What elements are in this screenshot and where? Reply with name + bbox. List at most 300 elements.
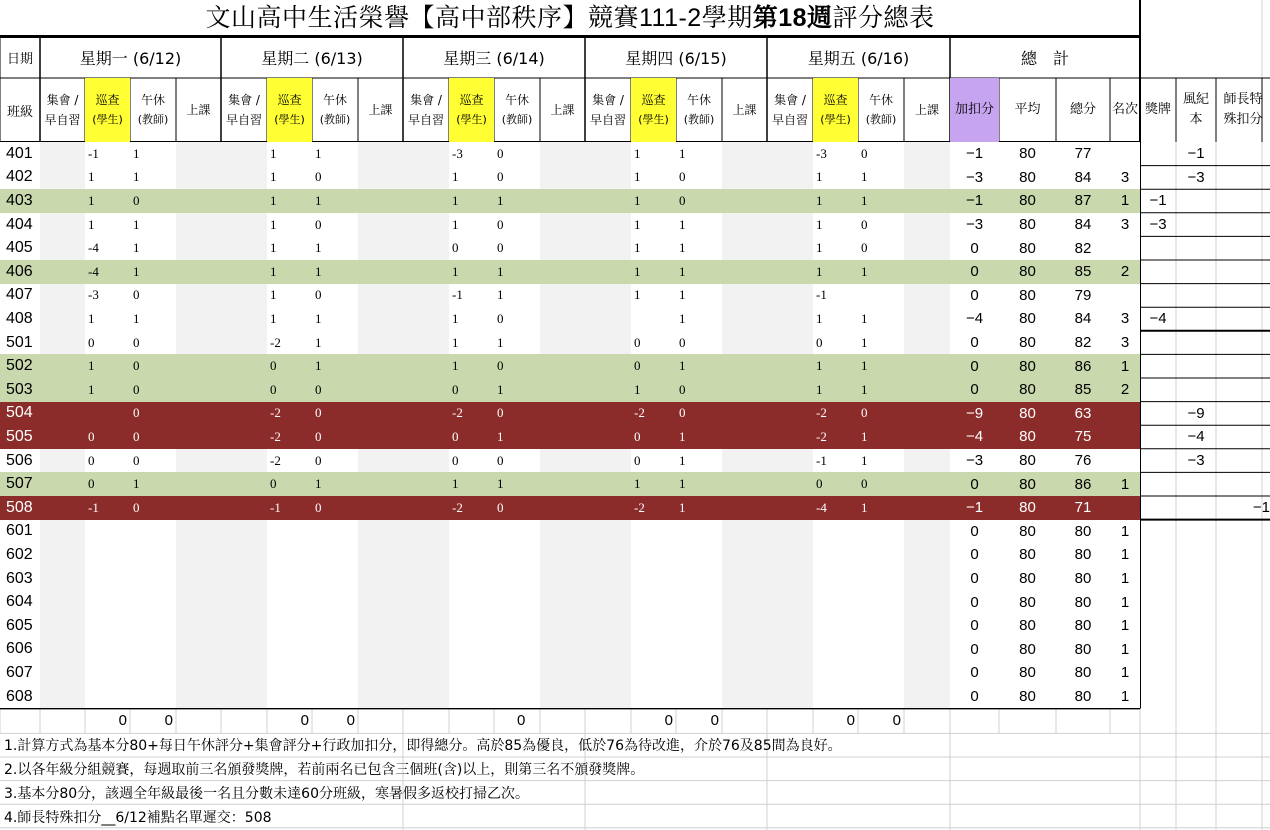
score-cell	[85, 590, 130, 614]
score-cell	[267, 543, 312, 567]
discipline-cell: −1	[1187, 145, 1205, 163]
score-cell	[722, 614, 767, 638]
score-cell	[403, 236, 449, 260]
avg-cell: 80	[999, 472, 1056, 496]
score-cell	[130, 661, 176, 685]
score-cell	[312, 685, 358, 709]
score-cell: 0	[676, 378, 722, 402]
date-label: 日期	[6, 51, 33, 67]
total-score-header: 總分	[1069, 102, 1096, 117]
teacher-cell	[1216, 472, 1270, 496]
avg-cell: 80	[999, 402, 1056, 426]
teacher-cell	[1216, 543, 1270, 567]
score-cell: 1	[312, 189, 358, 213]
score-cell	[585, 590, 631, 614]
award-cell	[1140, 685, 1176, 709]
score-cell: 1	[85, 189, 130, 213]
score-cell: 0	[449, 236, 494, 260]
score-cell	[540, 543, 585, 567]
score-cell: 0	[449, 425, 494, 449]
score-cell: 0	[494, 142, 540, 166]
score-cell	[585, 331, 631, 355]
score-cell: 0	[494, 213, 540, 237]
avg-header: 平均	[1014, 102, 1041, 117]
score-cell	[267, 638, 312, 662]
score-cell	[358, 661, 403, 685]
score-cell: -2	[631, 402, 676, 426]
discipline-cell	[1176, 638, 1216, 662]
score-cell	[858, 685, 904, 709]
score-cell	[40, 260, 85, 284]
bonus-cell: 0	[950, 520, 999, 544]
score-cell: 0	[631, 425, 676, 449]
score-cell	[403, 213, 449, 237]
score-cell	[221, 189, 267, 213]
nap-sum: 0	[892, 712, 901, 730]
patrol-sum	[449, 708, 494, 733]
score-cell	[767, 685, 813, 709]
score-cell	[449, 567, 494, 591]
teacher-cell	[1216, 425, 1270, 449]
score-cell	[631, 590, 676, 614]
score-cell: -3	[85, 284, 130, 308]
title-prefix: 文山高中生活榮譽【高中部秩序】競賽111-2學期	[205, 4, 753, 32]
score-cell: 0	[813, 472, 858, 496]
award-cell	[1140, 378, 1176, 402]
patrol-sum: 0	[300, 712, 309, 730]
score-cell: 0	[312, 425, 358, 449]
score-cell: 1	[676, 284, 722, 308]
score-cell: 1	[858, 496, 904, 520]
score-cell	[221, 520, 267, 544]
award-cell: −4	[1149, 310, 1167, 328]
bonus-cell: 0	[950, 567, 999, 591]
score-cell	[494, 520, 540, 544]
score-cell: 0	[312, 496, 358, 520]
score-cell: 0	[676, 331, 722, 355]
score-cell	[767, 166, 813, 190]
score-cell	[403, 331, 449, 355]
score-cell	[722, 590, 767, 614]
score-cell	[176, 402, 221, 426]
rank-cell: 1	[1110, 567, 1140, 591]
patrol-sum: 0	[118, 712, 127, 730]
class-cell: 604	[0, 590, 40, 614]
score-cell	[813, 543, 858, 567]
score-cell: 0	[631, 354, 676, 378]
teacher-cell	[1216, 520, 1270, 544]
score-cell	[403, 284, 449, 308]
score-cell	[722, 307, 767, 331]
teacher-cell	[1216, 354, 1270, 378]
class-cell: 503	[0, 378, 40, 402]
score-cell	[176, 590, 221, 614]
score-cell	[176, 472, 221, 496]
avg-cell: 80	[999, 543, 1056, 567]
score-cell	[358, 496, 403, 520]
score-cell: 1	[631, 236, 676, 260]
score-cell	[540, 425, 585, 449]
score-cell: -2	[631, 496, 676, 520]
score-cell	[767, 614, 813, 638]
score-cell	[176, 142, 221, 166]
total-score-cell: 80	[1056, 661, 1110, 685]
score-cell	[858, 543, 904, 567]
score-cell	[858, 614, 904, 638]
score-cell	[540, 496, 585, 520]
score-cell	[403, 378, 449, 402]
discipline-cell	[1176, 590, 1216, 614]
score-cell	[722, 189, 767, 213]
rank-cell: 1	[1110, 614, 1140, 638]
score-cell	[904, 260, 950, 284]
score-cell	[40, 496, 85, 520]
score-cell	[221, 236, 267, 260]
score-cell	[585, 567, 631, 591]
score-cell	[40, 307, 85, 331]
score-cell	[176, 520, 221, 544]
score-cell: 1	[858, 331, 904, 355]
score-cell	[449, 520, 494, 544]
nap-sum: 0	[164, 712, 173, 730]
score-cell	[40, 331, 85, 355]
score-cell: -2	[267, 331, 312, 355]
score-cell	[403, 685, 449, 709]
class-cell: 505	[0, 425, 40, 449]
score-cell	[767, 354, 813, 378]
avg-cell: 80	[999, 378, 1056, 402]
score-cell: 1	[858, 354, 904, 378]
score-cell	[85, 402, 130, 426]
score-cell: 1	[813, 260, 858, 284]
score-cell	[585, 425, 631, 449]
score-cell	[676, 638, 722, 662]
discipline-cell	[1176, 543, 1216, 567]
score-cell	[767, 543, 813, 567]
class-cell: 607	[0, 661, 40, 685]
score-cell: 1	[676, 425, 722, 449]
score-cell	[540, 166, 585, 190]
score-cell	[221, 685, 267, 709]
score-cell: 1	[267, 284, 312, 308]
score-cell	[767, 638, 813, 662]
rank-cell: 1	[1110, 661, 1140, 685]
score-cell	[40, 142, 85, 166]
score-cell: 1	[813, 354, 858, 378]
score-cell	[312, 661, 358, 685]
discipline-cell	[1176, 378, 1216, 402]
score-cell: 0	[858, 402, 904, 426]
award-cell: −1	[1149, 192, 1167, 210]
score-cell	[540, 590, 585, 614]
score-cell: 0	[494, 236, 540, 260]
score-cell	[403, 472, 449, 496]
score-cell	[358, 189, 403, 213]
nap-header: 午休 (教師)	[683, 93, 715, 126]
day-header: 星期二 (6/13)	[261, 48, 363, 68]
score-cell	[176, 543, 221, 567]
score-cell: 1	[631, 142, 676, 166]
score-cell	[904, 472, 950, 496]
bonus-cell: 0	[950, 543, 999, 567]
score-cell: 1	[85, 378, 130, 402]
rank-cell: 1	[1110, 520, 1140, 544]
nap-header: 午休 (教師)	[501, 93, 533, 126]
score-cell: 0	[494, 449, 540, 473]
score-cell	[449, 661, 494, 685]
score-cell	[403, 354, 449, 378]
score-cell	[403, 496, 449, 520]
score-cell	[585, 496, 631, 520]
discipline-cell	[1176, 260, 1216, 284]
score-cell: 0	[267, 472, 312, 496]
score-cell: 1	[858, 378, 904, 402]
score-cell	[540, 213, 585, 237]
discipline-cell	[1176, 236, 1216, 260]
score-cell	[358, 354, 403, 378]
award-cell	[1140, 614, 1176, 638]
bonus-cell: 0	[950, 331, 999, 355]
score-cell	[631, 614, 676, 638]
score-cell	[540, 284, 585, 308]
score-cell	[722, 520, 767, 544]
score-cell	[858, 284, 904, 308]
score-cell: 1	[130, 213, 176, 237]
score-cell: -4	[813, 496, 858, 520]
score-cell: 1	[813, 378, 858, 402]
score-cell: 1	[858, 260, 904, 284]
score-cell	[403, 590, 449, 614]
bonus-cell: −1	[950, 142, 999, 166]
score-cell: 1	[449, 213, 494, 237]
score-cell: 0	[267, 354, 312, 378]
score-cell	[585, 520, 631, 544]
nap-sum: 0	[517, 712, 526, 730]
patrol-header: 巡查 (學生)	[631, 78, 676, 142]
bonus-cell: −4	[950, 425, 999, 449]
score-cell: 1	[312, 307, 358, 331]
discipline-header: 風紀 本	[1182, 92, 1209, 127]
score-cell	[585, 402, 631, 426]
total-score-cell: 87	[1056, 189, 1110, 213]
bonus-cell: 0	[950, 661, 999, 685]
score-cell: 0	[130, 402, 176, 426]
score-cell	[767, 213, 813, 237]
assembly-header: 集會 / 早自習	[771, 93, 808, 127]
score-cell	[767, 449, 813, 473]
class-period-header: 上課	[368, 103, 393, 117]
score-cell: 1	[494, 378, 540, 402]
score-cell	[540, 378, 585, 402]
score-cell	[312, 520, 358, 544]
teacher-cell	[1216, 331, 1270, 355]
score-cell	[358, 307, 403, 331]
class-cell: 404	[0, 213, 40, 237]
discipline-cell	[1176, 331, 1216, 355]
score-cell	[676, 614, 722, 638]
score-cell	[585, 449, 631, 473]
rank-cell	[1110, 449, 1140, 473]
score-cell	[631, 567, 676, 591]
class-cell: 608	[0, 685, 40, 709]
award-cell	[1140, 166, 1176, 190]
score-cell	[221, 472, 267, 496]
score-cell	[904, 449, 950, 473]
score-cell: 0	[312, 402, 358, 426]
total-score-cell: 84	[1056, 307, 1110, 331]
award-cell	[1140, 543, 1176, 567]
score-cell	[358, 378, 403, 402]
class-period-header: 上課	[914, 103, 939, 117]
score-cell: 1	[676, 236, 722, 260]
score-cell	[904, 189, 950, 213]
avg-cell: 80	[999, 567, 1056, 591]
score-cell	[585, 307, 631, 331]
rank-cell: 3	[1110, 213, 1140, 237]
score-cell	[449, 614, 494, 638]
score-cell: 1	[312, 142, 358, 166]
nap-header: 午休 (教師)	[865, 93, 897, 126]
score-cell	[130, 685, 176, 709]
score-cell: 1	[312, 472, 358, 496]
award-cell: −3	[1149, 216, 1167, 234]
score-cell	[449, 685, 494, 709]
score-cell	[540, 142, 585, 166]
score-cell	[540, 449, 585, 473]
score-cell	[540, 189, 585, 213]
assembly-header: 集會 / 早自習	[407, 93, 444, 127]
score-cell	[358, 142, 403, 166]
score-cell	[813, 661, 858, 685]
avg-cell: 80	[999, 614, 1056, 638]
score-cell	[767, 307, 813, 331]
score-cell: 0	[130, 496, 176, 520]
discipline-cell	[1176, 354, 1216, 378]
total-score-cell: 80	[1056, 590, 1110, 614]
teacher-header: 師長特 殊扣分	[1223, 92, 1263, 127]
avg-cell: 80	[999, 166, 1056, 190]
rank-cell: 1	[1110, 354, 1140, 378]
discipline-cell	[1176, 189, 1216, 213]
award-cell	[1140, 354, 1176, 378]
score-cell	[40, 449, 85, 473]
score-cell: -2	[267, 402, 312, 426]
score-cell: 1	[676, 142, 722, 166]
score-cell	[722, 472, 767, 496]
award-cell	[1140, 284, 1176, 308]
teacher-cell: −1	[1252, 499, 1270, 517]
score-cell	[813, 590, 858, 614]
score-cell: 0	[676, 189, 722, 213]
teacher-cell	[1216, 567, 1270, 591]
score-cell	[267, 614, 312, 638]
score-cell	[904, 166, 950, 190]
score-cell	[85, 661, 130, 685]
bonus-cell: 0	[950, 378, 999, 402]
score-cell	[85, 520, 130, 544]
award-cell	[1140, 590, 1176, 614]
score-cell	[767, 496, 813, 520]
score-cell	[176, 260, 221, 284]
score-cell	[312, 614, 358, 638]
day-header: 星期三 (6/14)	[443, 48, 545, 68]
score-cell: 1	[494, 260, 540, 284]
score-cell: -1	[267, 496, 312, 520]
rank-cell: 3	[1110, 331, 1140, 355]
class-cell: 603	[0, 567, 40, 591]
bonus-cell: −3	[950, 449, 999, 473]
discipline-cell	[1176, 520, 1216, 544]
score-cell: 1	[85, 166, 130, 190]
avg-cell: 80	[999, 260, 1056, 284]
score-cell	[585, 166, 631, 190]
avg-cell: 80	[999, 213, 1056, 237]
score-cell	[767, 425, 813, 449]
score-cell	[358, 567, 403, 591]
score-cell	[904, 284, 950, 308]
score-cell	[221, 496, 267, 520]
score-cell	[904, 142, 950, 166]
award-cell	[1140, 425, 1176, 449]
rank-header: 名次	[1111, 102, 1138, 117]
score-cell	[676, 590, 722, 614]
award-cell	[1140, 520, 1176, 544]
teacher-cell	[1216, 378, 1270, 402]
score-cell	[767, 331, 813, 355]
rank-cell: 1	[1110, 685, 1140, 709]
total-score-cell: 80	[1056, 685, 1110, 709]
score-cell	[176, 661, 221, 685]
class-cell: 601	[0, 520, 40, 544]
score-cell	[403, 614, 449, 638]
score-cell	[540, 567, 585, 591]
score-cell	[176, 425, 221, 449]
title-suffix: 評分總表	[832, 4, 935, 32]
score-cell	[722, 260, 767, 284]
score-cell	[767, 189, 813, 213]
score-cell: 0	[676, 166, 722, 190]
bonus-cell: 0	[950, 614, 999, 638]
score-cell: 0	[858, 236, 904, 260]
score-cell	[221, 614, 267, 638]
discipline-cell	[1176, 661, 1216, 685]
score-cell	[722, 284, 767, 308]
total-score-cell: 71	[1056, 496, 1110, 520]
score-cell	[722, 236, 767, 260]
total-score-cell: 80	[1056, 520, 1110, 544]
avg-cell: 80	[999, 189, 1056, 213]
score-cell: -4	[85, 236, 130, 260]
score-cell	[403, 402, 449, 426]
score-cell	[176, 354, 221, 378]
score-cell	[403, 307, 449, 331]
score-cell	[312, 638, 358, 662]
score-cell	[585, 685, 631, 709]
score-cell: 0	[494, 166, 540, 190]
score-cell	[767, 142, 813, 166]
score-cell	[904, 661, 950, 685]
score-cell: 0	[130, 378, 176, 402]
score-cell: 1	[631, 378, 676, 402]
score-cell	[540, 638, 585, 662]
score-cell	[904, 685, 950, 709]
score-cell	[40, 354, 85, 378]
class-cell: 408	[0, 307, 40, 331]
score-cell: -2	[267, 425, 312, 449]
score-cell: 1	[85, 354, 130, 378]
total-score-cell: 82	[1056, 236, 1110, 260]
score-cell	[403, 543, 449, 567]
